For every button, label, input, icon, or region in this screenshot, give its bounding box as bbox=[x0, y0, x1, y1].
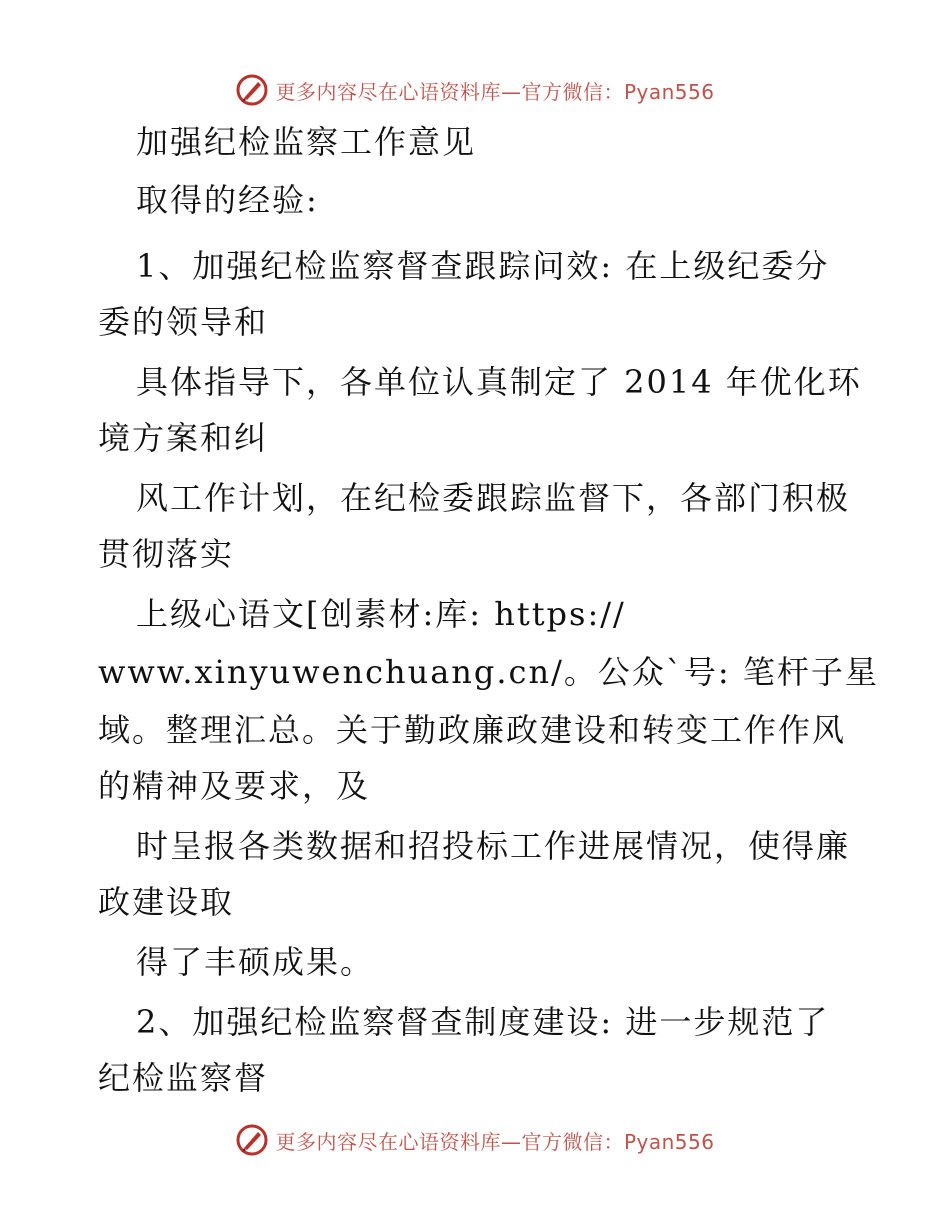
text-line: 政建设取 bbox=[98, 883, 235, 921]
banner-text: 更多内容尽在心语资料库—官方微信：Pyan556 bbox=[275, 1129, 715, 1154]
text-line: 2、加强纪检监察督查制度建设: 进一步规范了 bbox=[136, 1003, 830, 1041]
text-line: 境方案和纠 bbox=[98, 419, 269, 457]
text-line: 时呈报各类数据和招投标工作进展情况，使得廉 bbox=[136, 827, 851, 865]
text-line: 纪检监察督 bbox=[98, 1059, 269, 1097]
quill-logo-icon bbox=[235, 73, 269, 107]
text-line: 域。整理汇总。关于勤政廉政建设和转变工作作风 bbox=[98, 711, 847, 749]
text-line: 的精神及要求，及 bbox=[98, 767, 371, 805]
header-watermark-banner bbox=[0, 70, 950, 110]
quill-logo-icon bbox=[235, 1123, 269, 1157]
text-line: 上级心语文[创素材:库: https:// bbox=[136, 595, 626, 633]
text-line: 委的领导和 bbox=[98, 303, 269, 341]
text-line: 得了丰硕成果。 bbox=[136, 943, 375, 981]
text-line: 具体指导下，各单位认真制定了 2014 年优化环 bbox=[136, 363, 862, 401]
banner-text: 更多内容尽在心语资料库—官方微信：Pyan556 bbox=[275, 79, 715, 104]
text-line: 风工作计划，在纪检委跟踪监督下，各部门积极 bbox=[136, 479, 851, 517]
footer-watermark-banner bbox=[0, 1120, 950, 1160]
text-line: 贯彻落实 bbox=[98, 535, 235, 573]
text-line: www.xinyuwenchuang.cn/。公众`号: 笔杆子星 bbox=[98, 653, 879, 691]
text-line: 1、加强纪检监察督查跟踪问效: 在上级纪委分 bbox=[136, 247, 830, 285]
text-line: 取得的经验: bbox=[136, 181, 319, 219]
document-title: 加强纪检监察工作意见 bbox=[136, 123, 477, 161]
